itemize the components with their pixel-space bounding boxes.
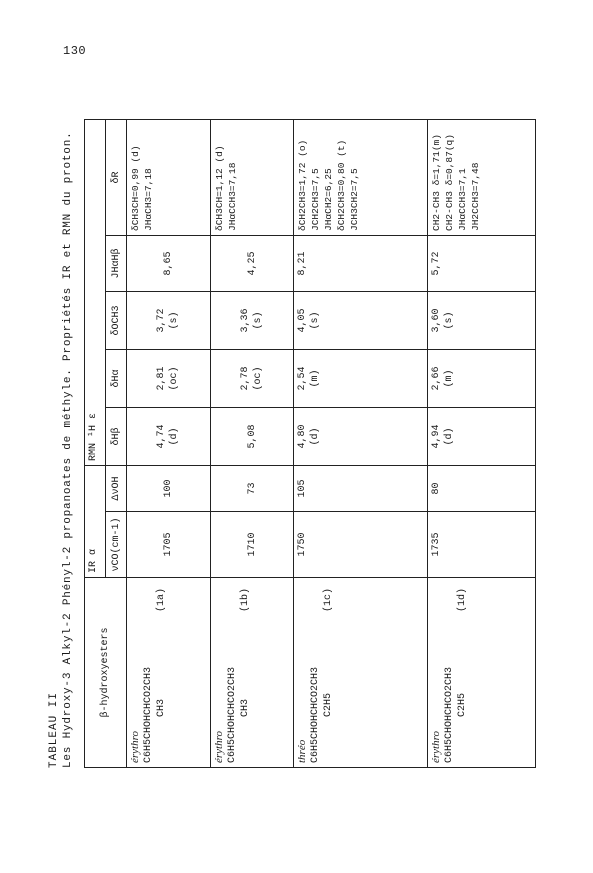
header-ir: IR α <box>85 465 106 577</box>
delta-nu-oh-cell: 100 <box>127 465 211 511</box>
delta-hb-cell <box>127 407 211 465</box>
delta-hb-cell <box>294 407 427 465</box>
delta-r-line: δCH3CH=0,99 (d) <box>130 145 141 231</box>
delta-r-line: JCH3CH2=7,5 <box>349 168 361 231</box>
value: 4,80 <box>297 424 309 449</box>
multiplicity: (d) <box>443 427 455 446</box>
formula: C6H5CHOHCHCO2CH3 <box>443 666 455 763</box>
value: 2,66 <box>430 366 442 391</box>
table-caption: Les Hydroxy-3 Alkyl-2 Phényl-2 propanoates de méthyle. Propriétés IR et RMN du proton. <box>62 131 74 768</box>
isomer-label: érythro <box>129 731 141 763</box>
formula-substituent: CH3 <box>239 698 251 717</box>
delta-ha-cell <box>294 349 427 407</box>
value: 3,60 <box>430 308 442 333</box>
delta-r-line: JHαCCH3=7,1 <box>456 168 468 231</box>
delta-nu-oh-cell: 73 <box>210 465 294 511</box>
value: 5,08 <box>246 424 258 449</box>
nu-co-cell: 1735 <box>427 512 535 578</box>
delta-r-line: JCH2CH3=7,5 <box>310 168 322 231</box>
value: 2,54 <box>297 366 309 391</box>
table-title: TABLEAU II <box>48 691 60 768</box>
value: 4,94 <box>430 424 442 449</box>
formula-substituent: CH3 <box>156 698 167 717</box>
delta-r-line: δCH2CH3=0,80 (t) <box>336 139 348 231</box>
j-ha-hb-cell: 5,72 <box>427 235 535 291</box>
page-number: 130 <box>63 44 87 58</box>
header-nu-co: νCO(cm-1) <box>106 512 127 578</box>
header-delta-r: δR <box>106 119 127 235</box>
formula: C6H5CHOHCHCO2CH3 <box>310 666 322 763</box>
delta-ha-cell <box>427 349 535 407</box>
compound-cell <box>427 578 535 768</box>
multiplicity: (s) <box>253 311 265 330</box>
delta-r-line: δCH2CH3=1,72 (o) <box>297 139 309 231</box>
delta-r-line: JH2CCH3=7,48 <box>469 162 481 231</box>
multiplicity: (s) <box>169 311 181 330</box>
compound-cell <box>210 578 294 768</box>
header-delta-nu-oh: ΔνOH <box>106 465 127 511</box>
delta-r-line: δCH3CH=1,12 (d) <box>213 145 225 231</box>
header-j-ha-hb: JHαHβ <box>106 235 127 291</box>
multiplicity: (m) <box>310 369 322 388</box>
compound-code: (1d) <box>456 588 468 613</box>
delta-r-line: JHαCCH3=7,18 <box>226 162 238 231</box>
delta-nu-oh-cell: 80 <box>427 465 535 511</box>
delta-hb-cell <box>427 407 535 465</box>
delta-r-cell <box>210 119 294 235</box>
delta-r-cell <box>127 119 211 235</box>
isomer-label: thréo <box>296 739 309 763</box>
multiplicity: (m) <box>443 369 455 388</box>
nu-co-cell: 1710 <box>210 512 294 578</box>
value: 4,74 <box>156 424 168 449</box>
value: 2,81 <box>156 366 168 391</box>
multiplicity: (s) <box>310 311 322 330</box>
delta-hb-cell <box>210 407 294 465</box>
value: 2,78 <box>240 366 252 391</box>
compound-cell <box>294 578 427 768</box>
delta-och3-cell <box>294 291 427 349</box>
isomer-label: érythro <box>429 731 442 763</box>
formula-substituent: C2H5 <box>456 692 468 717</box>
multiplicity: (oc) <box>253 366 265 391</box>
delta-ha-cell <box>127 349 211 407</box>
delta-r-cell <box>427 119 535 235</box>
table-row <box>210 119 294 767</box>
header-compound: β-hydroxyesters <box>85 578 127 768</box>
j-ha-hb-cell: 8,21 <box>294 235 427 291</box>
delta-r-cell <box>294 119 427 235</box>
header-delta-hb: δHβ <box>106 407 127 465</box>
delta-och3-cell <box>127 291 211 349</box>
j-ha-hb-cell: 8,65 <box>127 235 211 291</box>
compound-code: (1c) <box>323 588 335 613</box>
multiplicity: (s) <box>443 311 455 330</box>
rotated-table-block <box>48 116 538 826</box>
table-row <box>427 119 535 767</box>
multiplicity: (d) <box>310 427 322 446</box>
isomer-label: érythro <box>212 731 225 763</box>
delta-r-line: JHαCH3=7,18 <box>143 168 154 231</box>
compound-code: (1b) <box>239 588 251 613</box>
multiplicity: (d) <box>169 427 181 446</box>
data-table <box>84 119 536 768</box>
delta-ha-cell <box>210 349 294 407</box>
delta-och3-cell <box>427 291 535 349</box>
delta-r-line: CH2-CH3 δ=1,71(m) <box>430 134 442 231</box>
delta-nu-oh-cell: 105 <box>294 465 427 511</box>
nu-co-cell: 1750 <box>294 512 427 578</box>
table-row <box>127 119 211 767</box>
delta-r-line: JHαCH2=6,25 <box>323 168 335 231</box>
compound-cell <box>127 578 211 768</box>
header-delta-ha: δHα <box>106 349 127 407</box>
formula: C6H5CHOHCHCO2CH3 <box>143 666 154 763</box>
value: 4,05 <box>297 308 309 333</box>
nu-co-cell: 1705 <box>127 512 211 578</box>
formula: C6H5CHOHCHCO2CH3 <box>226 666 238 763</box>
value: 3,36 <box>240 308 252 333</box>
j-ha-hb-cell: 4,25 <box>210 235 294 291</box>
compound-code: (1a) <box>156 588 167 613</box>
header-delta-och3: δOCH3 <box>106 291 127 349</box>
header-nmr: RMN ¹H ε <box>85 119 106 465</box>
multiplicity: (oc) <box>169 366 181 391</box>
delta-och3-cell <box>210 291 294 349</box>
delta-r-line: CH2-CH3 δ=0,87(q) <box>443 134 455 231</box>
formula-substituent: C2H5 <box>323 692 335 717</box>
table-row <box>294 119 427 767</box>
value: 3,72 <box>156 308 168 333</box>
